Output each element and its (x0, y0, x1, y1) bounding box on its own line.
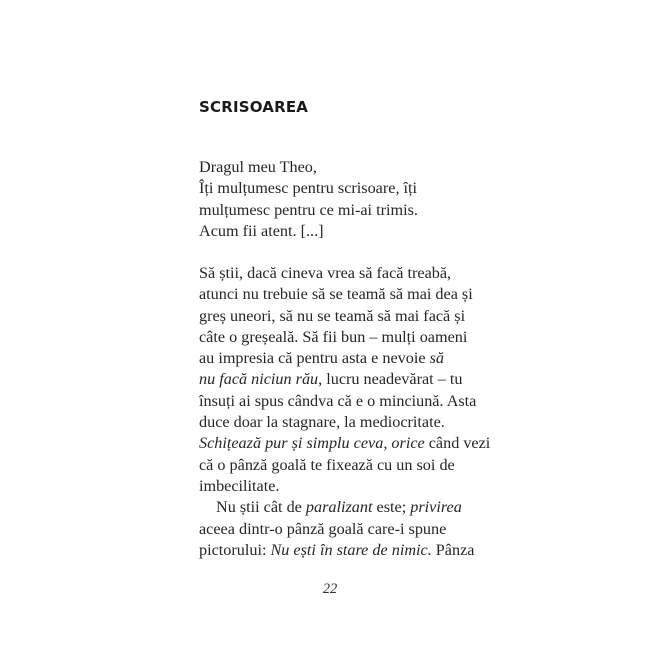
text-segment: pictorului: (199, 540, 271, 559)
letter-salutation (199, 157, 499, 242)
page-number: 22 (322, 581, 338, 597)
text-line (199, 369, 499, 390)
text-segment: duce doar la stagnare, la mediocritate. (199, 413, 445, 432)
text-segment: , lucru neadevărat – tu (318, 370, 463, 389)
text-line (199, 433, 499, 454)
text-line (199, 306, 499, 327)
text-segment: mulțumesc pentru ce mi-ai trimis. (199, 200, 418, 219)
text-line (199, 221, 499, 242)
italic-segment: paralizant (305, 498, 373, 517)
text-line (199, 348, 499, 369)
text-line (199, 476, 499, 497)
text-segment: că o pânză goală te fixează cu un soi de (199, 455, 455, 474)
text-segment: au impresia că pentru asta e nevoie (199, 349, 430, 368)
text-segment: Dragul meu Theo, (199, 158, 317, 176)
text-segment: imbecilitate. (199, 476, 280, 495)
text-line (199, 263, 499, 284)
italic-segment: Schițează pur și simplu ceva, orice (199, 434, 425, 453)
italic-segment: nu facă niciun rău (199, 370, 319, 389)
text-line (199, 327, 499, 348)
text-line (199, 391, 499, 412)
text-line (199, 497, 499, 518)
text-segment: Îți mulțumesc pentru scrisoare, îți (199, 179, 418, 198)
text-segment: greș uneori, să nu se teamă să mai facă și (199, 306, 466, 325)
text-segment: Nu știi cât de (216, 498, 306, 517)
text-line (199, 519, 499, 540)
text-line (199, 540, 499, 561)
letter-body (199, 263, 499, 561)
text-segment: aceea dintr-o pânză goală care-i spune (199, 519, 447, 538)
text-line (199, 455, 499, 476)
text-segment: câte o greșeală. Să fii bun – mulți oameni (199, 327, 468, 346)
italic-segment: privirea (410, 498, 462, 517)
text-line (199, 178, 499, 199)
text-line (199, 412, 499, 433)
text-segment: însuți ai spus cândva că e o minciună. Asta (199, 391, 477, 410)
text-segment: Să știi, dacă cineva vrea să facă treabă, (199, 264, 452, 282)
text-segment: Pânza (431, 540, 475, 559)
text-segment: Acum fii atent. [...] (199, 221, 324, 240)
italic-segment: Nu ești în stare de nimic. (270, 540, 432, 559)
text-line (199, 200, 499, 221)
text-segment: este; (372, 498, 411, 517)
text-segment: când vezi (424, 434, 491, 453)
chapter-heading: SCRISOAREA (199, 98, 309, 116)
italic-segment: să (429, 349, 444, 368)
text-line (199, 157, 499, 178)
text-line (199, 284, 499, 305)
text-segment: atunci nu trebuie să se teamă să mai dea și (199, 285, 473, 304)
